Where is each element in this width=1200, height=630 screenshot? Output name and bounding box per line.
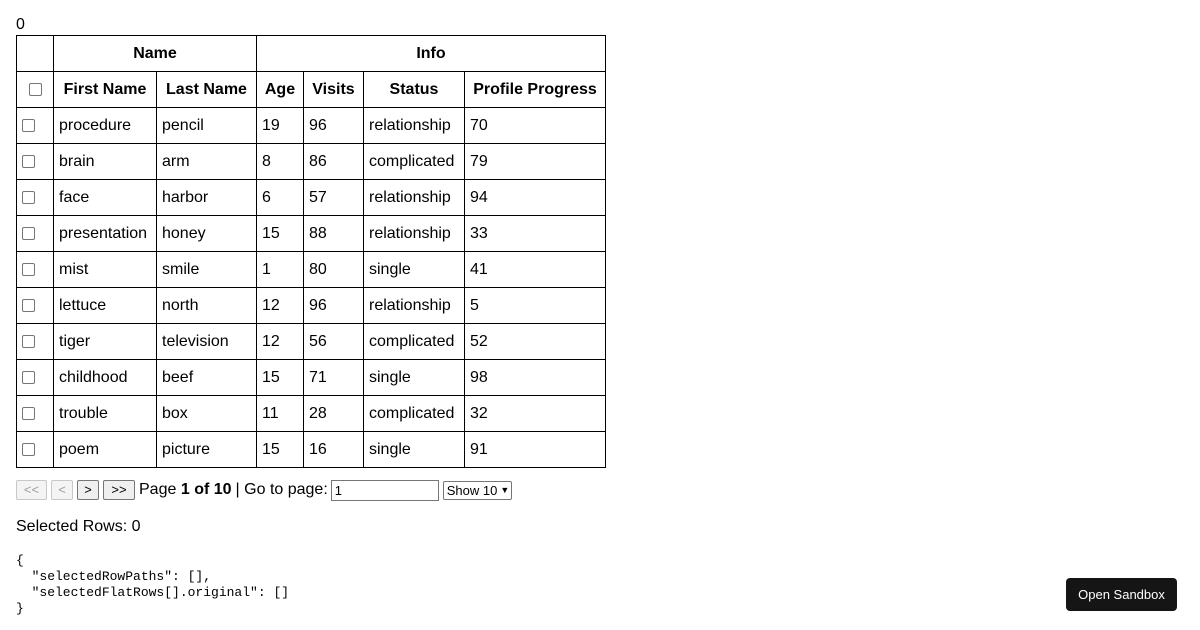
current-page: 1 — [180, 481, 190, 498]
cell-last-name: pencil — [157, 108, 257, 144]
selection-debug-output — [16, 553, 289, 617]
pagination-bar — [16, 479, 512, 501]
cell-age: 15 — [257, 432, 304, 468]
cell-visits: 96 — [304, 288, 364, 324]
cell-status: complicated — [364, 324, 465, 360]
cell-status: complicated — [364, 144, 465, 180]
cell-profile-progress: 98 — [465, 360, 606, 396]
row-checkbox[interactable] — [22, 227, 35, 240]
column-header-last-name: Last Name — [157, 72, 257, 108]
cell-status: single — [364, 360, 465, 396]
page-label — [139, 481, 232, 499]
table-row — [17, 144, 606, 180]
next-page-button[interactable]: > — [77, 480, 99, 500]
debug-line: } — [16, 601, 24, 616]
cell-visits: 88 — [304, 216, 364, 252]
first-page-button[interactable]: << — [16, 480, 47, 500]
table-row — [17, 360, 606, 396]
row-select-cell — [17, 288, 54, 324]
column-header-row — [17, 72, 606, 108]
cell-profile-progress: 41 — [465, 252, 606, 288]
column-header-age: Age — [257, 72, 304, 108]
row-select-cell — [17, 252, 54, 288]
cell-status: single — [364, 252, 465, 288]
cell-last-name: box — [157, 396, 257, 432]
cell-profile-progress: 5 — [465, 288, 606, 324]
row-checkbox[interactable] — [22, 263, 35, 276]
cell-profile-progress: 70 — [465, 108, 606, 144]
cell-visits: 80 — [304, 252, 364, 288]
group-header-spacer — [17, 36, 54, 72]
debug-line: { — [16, 553, 24, 568]
cell-visits: 86 — [304, 144, 364, 180]
row-select-cell — [17, 360, 54, 396]
column-header-visits: Visits — [304, 72, 364, 108]
cell-profile-progress: 79 — [465, 144, 606, 180]
select-all-cell — [17, 72, 54, 108]
cell-first-name: brain — [54, 144, 157, 180]
group-header-name: Name — [54, 36, 257, 72]
cell-profile-progress: 33 — [465, 216, 606, 252]
cell-profile-progress: 91 — [465, 432, 606, 468]
cell-first-name: poem — [54, 432, 157, 468]
cell-first-name: childhood — [54, 360, 157, 396]
row-checkbox[interactable] — [22, 371, 35, 384]
table-row — [17, 216, 606, 252]
cell-status: relationship — [364, 288, 465, 324]
cell-visits: 28 — [304, 396, 364, 432]
row-checkbox[interactable] — [22, 155, 35, 168]
row-select-cell — [17, 216, 54, 252]
cell-status: relationship — [364, 180, 465, 216]
row-checkbox[interactable] — [22, 191, 35, 204]
cell-last-name: smile — [157, 252, 257, 288]
cell-age: 15 — [257, 216, 304, 252]
cell-status: single — [364, 432, 465, 468]
cell-age: 19 — [257, 108, 304, 144]
row-select-cell — [17, 432, 54, 468]
table-row — [17, 180, 606, 216]
cell-first-name: tiger — [54, 324, 157, 360]
table-row — [17, 252, 606, 288]
last-page-button[interactable]: >> — [103, 480, 135, 500]
cell-visits: 56 — [304, 324, 364, 360]
row-select-cell — [17, 180, 54, 216]
cell-age: 12 — [257, 324, 304, 360]
cell-profile-progress: 52 — [465, 324, 606, 360]
table-row — [17, 288, 606, 324]
cell-last-name: honey — [157, 216, 257, 252]
table-body — [17, 108, 606, 468]
select-all-checkbox[interactable] — [29, 83, 42, 96]
total-pages: 10 — [213, 481, 232, 498]
table-row — [17, 396, 606, 432]
table-row — [17, 108, 606, 144]
cell-first-name: lettuce — [54, 288, 157, 324]
page-size-value: Show 10 — [446, 482, 498, 498]
selected-rows-count: Selected Rows: 0 — [16, 518, 141, 535]
open-sandbox-button[interactable]: Open Sandbox — [1066, 578, 1177, 611]
page-size-select[interactable] — [443, 481, 513, 500]
debug-line: "selectedRowPaths": [], — [16, 569, 212, 584]
group-header-row — [17, 36, 606, 72]
cell-first-name: trouble — [54, 396, 157, 432]
previous-page-button[interactable]: < — [51, 480, 73, 500]
cell-profile-progress: 32 — [465, 396, 606, 432]
cell-status: relationship — [364, 108, 465, 144]
row-select-cell — [17, 108, 54, 144]
data-table — [16, 35, 606, 468]
cell-first-name: procedure — [54, 108, 157, 144]
cell-first-name: mist — [54, 252, 157, 288]
row-checkbox[interactable] — [22, 407, 35, 420]
cell-last-name: beef — [157, 360, 257, 396]
row-checkbox[interactable] — [22, 443, 35, 456]
page-prefix: Page — [139, 481, 177, 498]
row-select-cell — [17, 396, 54, 432]
cell-age: 8 — [257, 144, 304, 180]
group-header-info: Info — [257, 36, 606, 72]
debug-line: "selectedFlatRows[].original": [] — [16, 585, 290, 600]
cell-last-name: north — [157, 288, 257, 324]
cell-status: relationship — [364, 216, 465, 252]
go-to-page-label: | Go to page: — [235, 481, 328, 498]
row-checkbox[interactable] — [22, 299, 35, 312]
cell-last-name: arm — [157, 144, 257, 180]
cell-last-name: harbor — [157, 180, 257, 216]
cell-visits: 71 — [304, 360, 364, 396]
table-row — [17, 324, 606, 360]
cell-status: complicated — [364, 396, 465, 432]
cell-age: 1 — [257, 252, 304, 288]
column-header-status: Status — [364, 72, 465, 108]
cell-visits: 16 — [304, 432, 364, 468]
cell-visits: 57 — [304, 180, 364, 216]
counter-value: 0 — [16, 16, 25, 33]
cell-first-name: presentation — [54, 216, 157, 252]
cell-last-name: picture — [157, 432, 257, 468]
chevron-down-icon: ▼ — [500, 485, 510, 495]
row-checkbox[interactable] — [22, 119, 35, 132]
cell-age: 6 — [257, 180, 304, 216]
row-checkbox[interactable] — [22, 335, 35, 348]
cell-age: 11 — [257, 396, 304, 432]
column-header-profile-progress: Profile Progress — [465, 72, 606, 108]
cell-age: 15 — [257, 360, 304, 396]
cell-profile-progress: 94 — [465, 180, 606, 216]
cell-last-name: television — [157, 324, 257, 360]
go-to-page-input[interactable]: 1 — [331, 480, 439, 501]
row-select-cell — [17, 144, 54, 180]
cell-first-name: face — [54, 180, 157, 216]
page-of-label: of — [194, 481, 210, 498]
row-select-cell — [17, 324, 54, 360]
cell-visits: 96 — [304, 108, 364, 144]
cell-age: 12 — [257, 288, 304, 324]
table-row — [17, 432, 606, 468]
column-header-first-name: First Name — [54, 72, 157, 108]
